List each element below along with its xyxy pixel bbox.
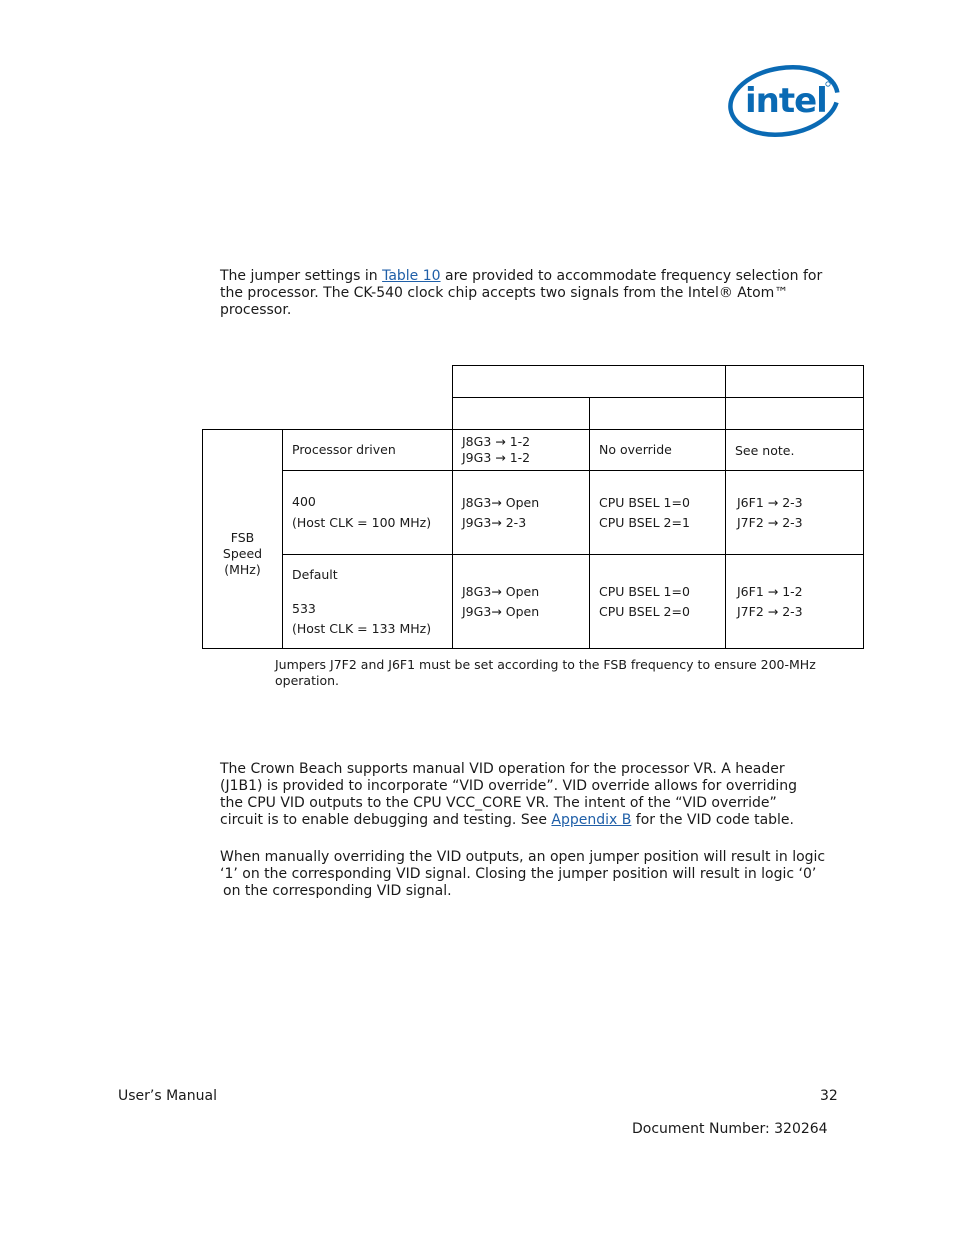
intro-paragraph <box>220 268 840 319</box>
fsb-speed-label: FSB Speed (MHz) <box>222 530 263 577</box>
footer-manual-label: User’s Manual <box>118 1088 217 1104</box>
table-header-row <box>203 366 864 398</box>
j7-cell: J6F1 → 2-3 J7F2 → 2-3 <box>726 471 864 555</box>
fsb-speed-header <box>203 430 283 649</box>
logo-text: intel <box>745 81 827 121</box>
intro-text: The jumper settings in <box>220 268 383 284</box>
vid-paragraph: The Crown Beach supports manual VID operation for the processor VR. A header (J1B1) is provided to incorporate “VID override”. VID override allows for overriding the CPU VID outputs to the CPU VCC_CORE VR. The intent of the “VID override” circuit is to enable debugging and testing. See Appendix B for the VID code table. <box>220 761 798 828</box>
bsel-cell: No override <box>590 430 726 471</box>
intro-text: are provided to accommodate frequency selection for <box>440 268 823 284</box>
table-subheader-row <box>203 398 864 430</box>
intel-logo <box>727 62 841 140</box>
vid-override-paragraph: When manually overriding the VID outputs, an open jumper position will result in logic ‘1’ on the corresponding VID signal. Closing the jumper position will result in logic ‘0’ on the corresponding VID signal. <box>220 849 826 899</box>
table-row <box>203 555 864 649</box>
subheader-cell <box>726 398 864 430</box>
table-row <box>203 471 864 555</box>
setting-cell: Default 533 (Host CLK = 133 MHz) <box>283 555 453 649</box>
table-10-link[interactable]: Table 10 <box>382 268 441 284</box>
table-row <box>203 430 864 471</box>
subheader-cell <box>590 398 726 430</box>
bsel-cell: CPU BSEL 1=0 CPU BSEL 2=0 <box>590 555 726 649</box>
subheader-cell <box>453 398 590 430</box>
setting-cell: Processor driven <box>283 430 453 471</box>
header-cell <box>726 366 864 398</box>
header-cell <box>453 366 726 398</box>
j7-cell: See note. <box>726 430 864 471</box>
intro-text: the processor. The CK-540 clock chip accepts two signals from the Intel® Atom™ <box>220 285 789 301</box>
intro-text: processor. <box>220 302 292 318</box>
setting-cell: 400 (Host CLK = 100 MHz) <box>283 471 453 555</box>
jumper-cell: J8G3 → 1-2 J9G3 → 1-2 <box>453 430 590 471</box>
jumper-cell: J8G3→ Open J9G3→ Open <box>453 555 590 649</box>
j7-cell: J6F1 → 1-2 J7F2 → 2-3 <box>726 555 864 649</box>
page-number: 32 <box>820 1088 838 1104</box>
document-number: Document Number: 320264 <box>632 1121 828 1137</box>
jumper-cell: J8G3→ Open J9G3→ 2-3 <box>453 471 590 555</box>
bsel-cell: CPU BSEL 1=0 CPU BSEL 2=1 <box>590 471 726 555</box>
fsb-jumper-table <box>202 365 864 649</box>
appendix-b-link[interactable]: Appendix B <box>551 812 632 828</box>
table-note: Jumpers J7F2 and J6F1 must be set according to the FSB frequency to ensure 200-MHz operation. <box>275 657 816 688</box>
